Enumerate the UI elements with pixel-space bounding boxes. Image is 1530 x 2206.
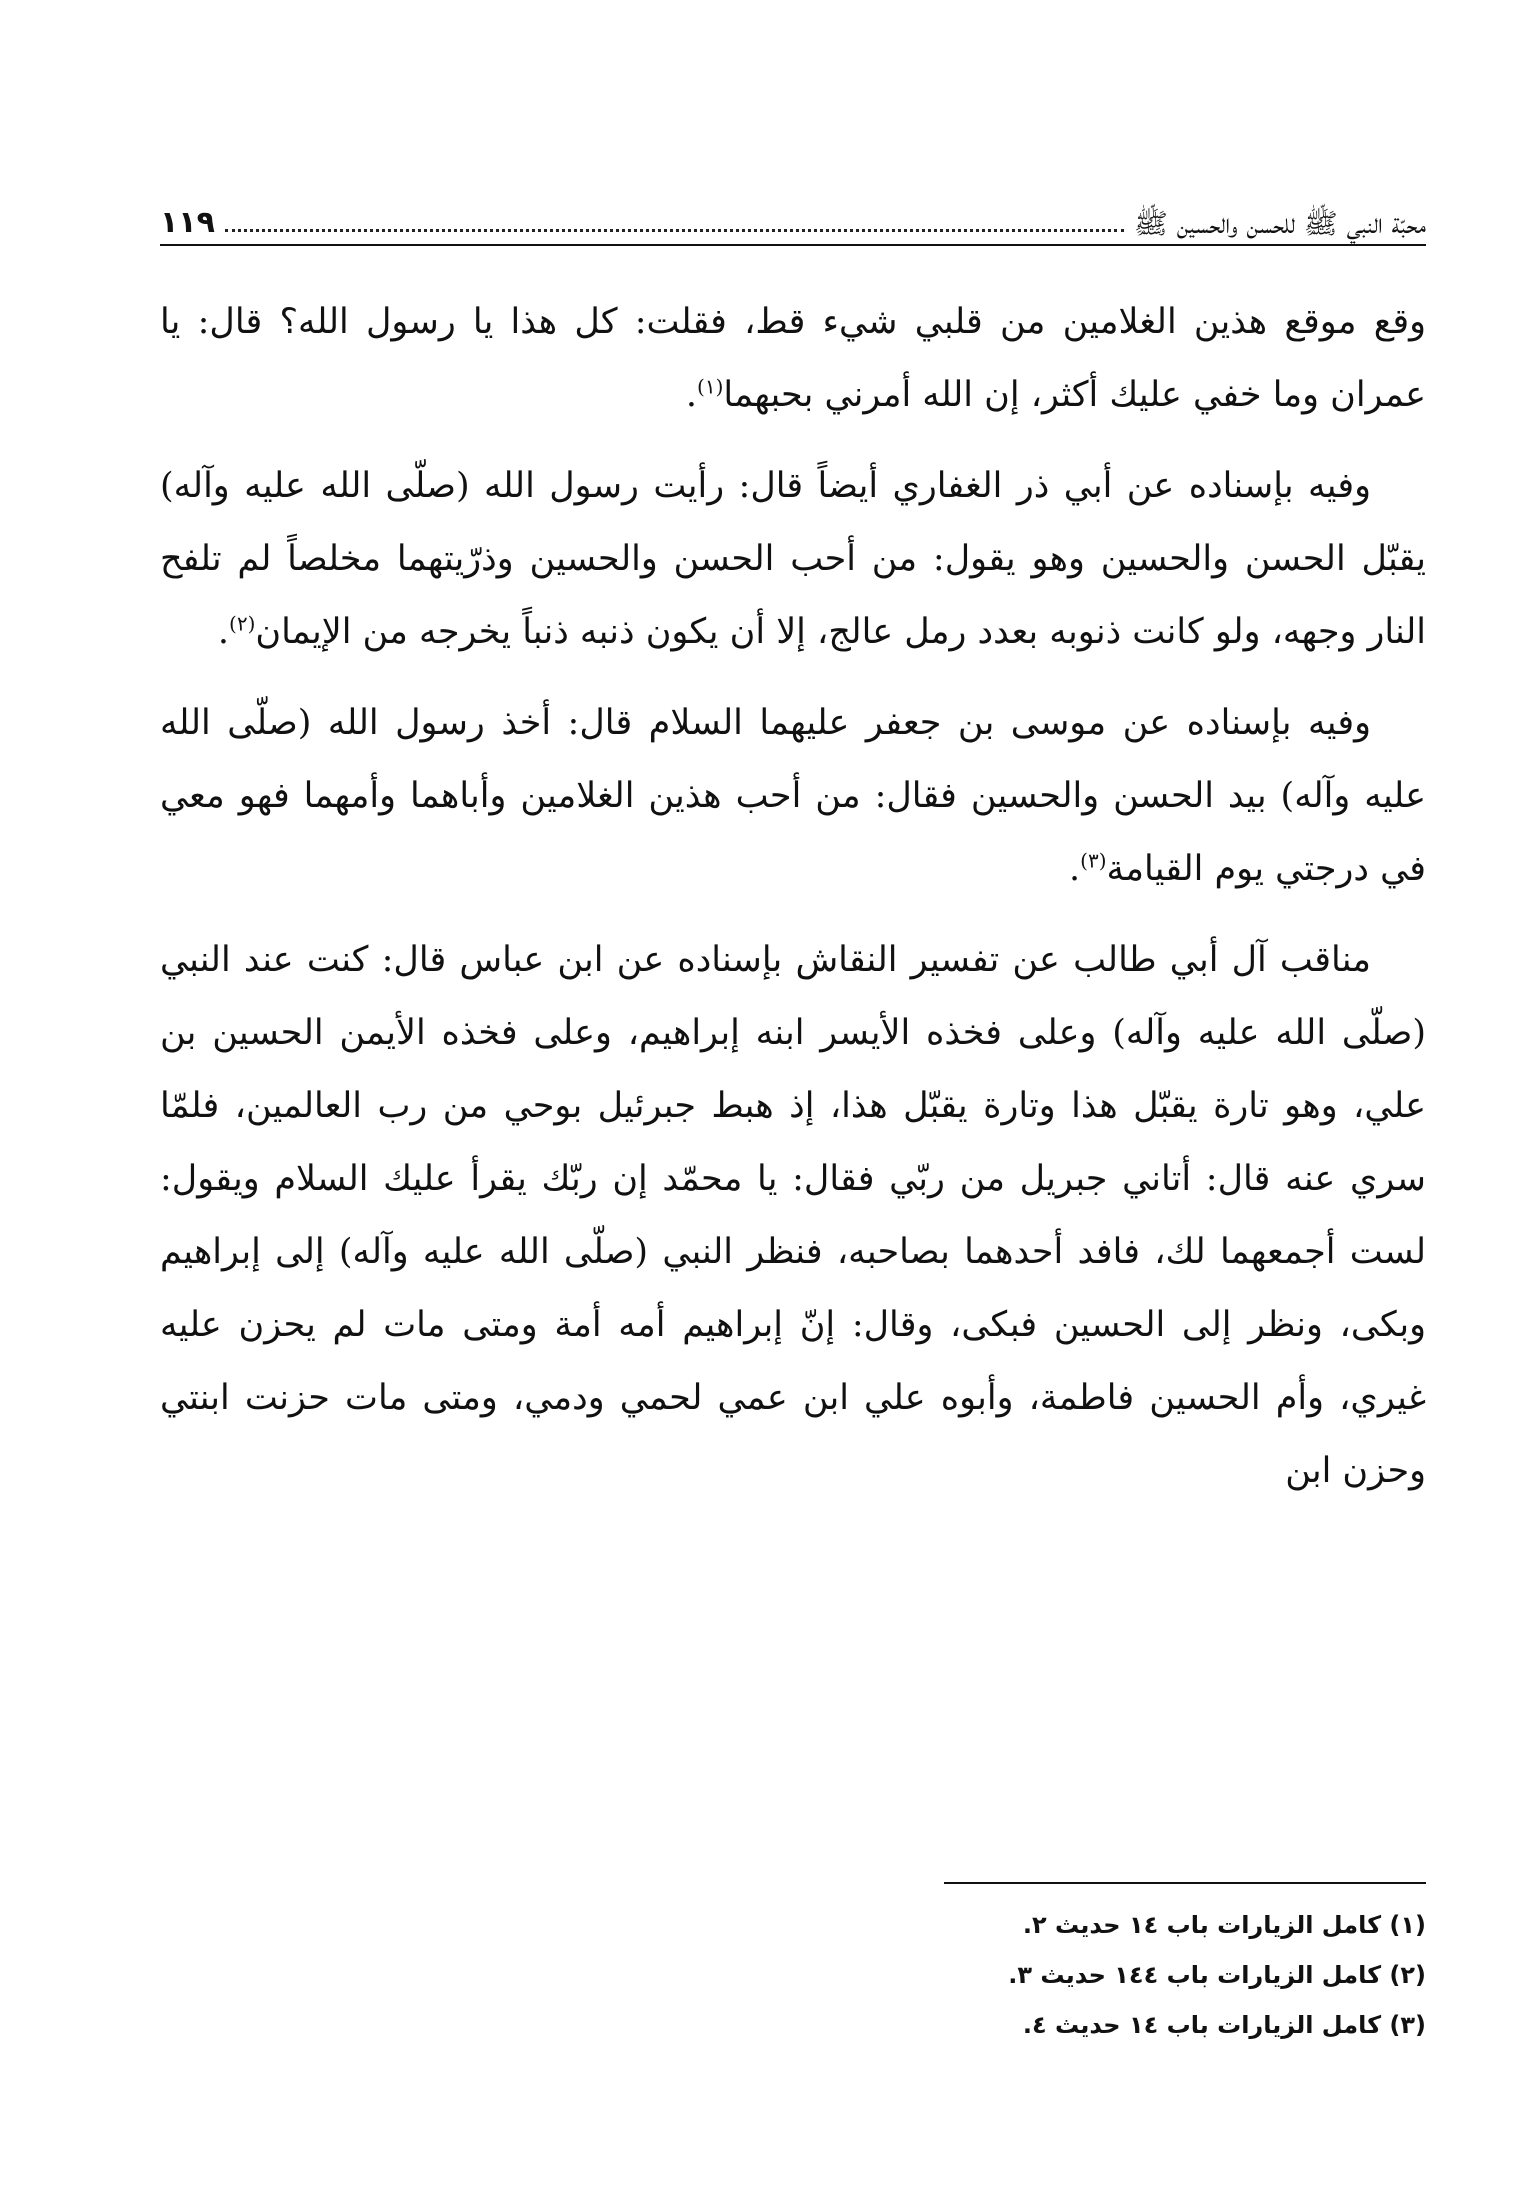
header-leader-dots: [225, 229, 1124, 232]
footnote-divider: [944, 1882, 1426, 1884]
footnote-1: (١) كامل الزيارات باب ١٤ حديث ٢.: [1022, 1911, 1426, 1939]
footnote-ref: (١): [697, 374, 724, 399]
footnotes: [526, 1900, 1426, 2050]
footnote-2: (٢) كامل الزيارات باب ١٤٤ حديث ٣.: [1008, 1961, 1426, 1989]
main-text: [160, 286, 1426, 1526]
paragraph: وقع موقع هذين الغلامين من قلبي شيء قط، فقلت: كل هذا يا رسول الله؟ قال: يا عمران وما خفي عليك أكثر، إن الله أمرني بحبهما$^{(١)}$.: [160, 302, 1427, 415]
footnote-3: (٣) كامل الزيارات باب ١٤ حديث ٤.: [1022, 2011, 1426, 2039]
page-number: ١١٩: [160, 205, 215, 240]
paragraph: وفيه بإسناده عن أبي ذر الغفاري أيضاً قال: رأيت رسول الله (صلّى الله عليه وآله) يقبّل الحسن والحسين وهو يقول: من أحب الحسن والحسين وذرّيتهما مخلصاً لم تلفح النار وجهه، ولو كانت ذنوبه بعدد رمل عالج، إلا أن يكون ذنبه ذنباً يخرجه من الإيمان$^{(٢)}$.: [160, 466, 1426, 652]
footnote-ref: (٢): [229, 611, 256, 636]
chapter-title: محبّة النبي ﷺ للحسن والحسين ﷺ: [1133, 207, 1426, 240]
footnote-ref: (٣): [1080, 848, 1107, 873]
paragraph: مناقب آل أبي طالب عن تفسير النقاش بإسناده عن ابن عباس قال: كنت عند النبي (صلّى الله عليه وآله) وعلى فخذه الأيسر ابنه إبراهيم، وعلى فخذه الأيمن الحسين بن علي، وهو تارة يقبّل هذا وتارة يقبّل هذا، إذ هبط جبرئيل بوحي من رب العالمين، فلمّا سري عنه قال: أتاني جبريل من ربّي فقال: يا محمّد إن ربّك يقرأ عليك السلام ويقول: لست أجمعهما لك، فافد أحدهما بصاحبه، فنظر النبي (صلّى الله عليه وآله) إلى إبراهيم وبكى، ونظر إلى الحسين فبكى، وقال: إنّ إبراهيم أمه أمة ومتى مات لم يحزن عليه غيري، وأم الحسين فاطمة، وأبوه علي ابن عمي لحمي ودمي، ومتى مات حزنت ابنتي وحزن ابن: [160, 940, 1426, 1491]
paragraph: وفيه بإسناده عن موسى بن جعفر عليهما السلام قال: أخذ رسول الله (صلّى الله عليه وآله) بيد الحسن والحسين فقال: من أحب هذين الغلامين وأباهما وأمهما فهو معي في درجتي يوم القيامة$^{(٣)}$.: [160, 703, 1426, 889]
running-header: [160, 186, 1426, 246]
